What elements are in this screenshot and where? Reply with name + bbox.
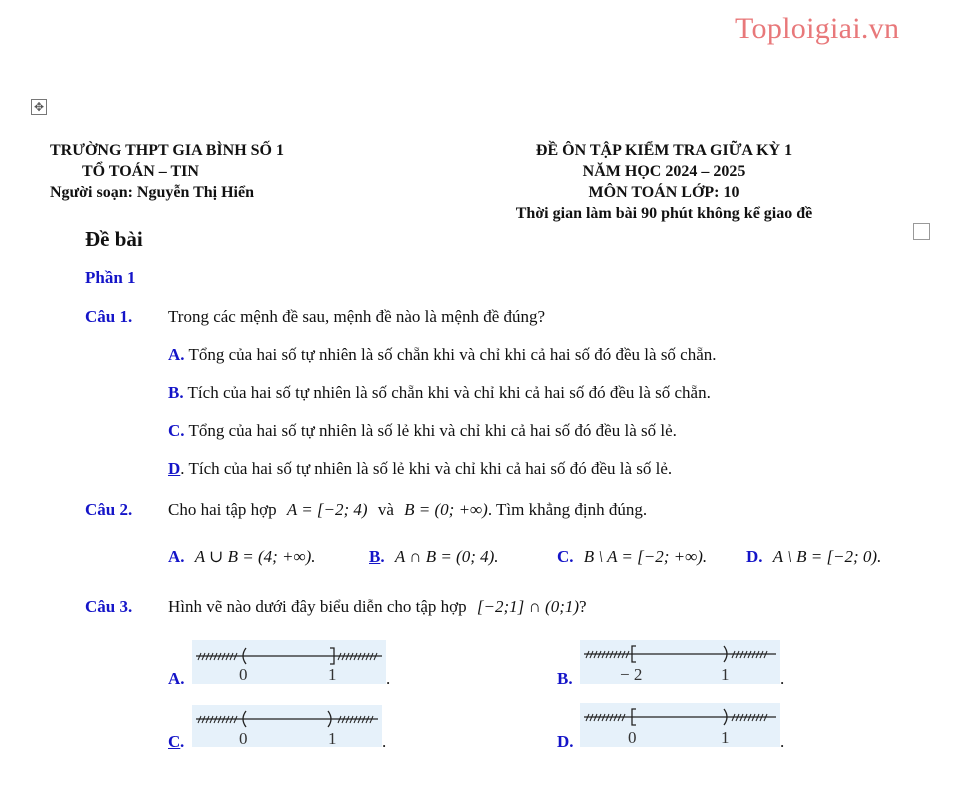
checkbox-square (913, 223, 930, 240)
header-right (490, 142, 838, 226)
option-text: Tích của hai số tự nhiên là số chẵn khi và chỉ khi cả hai số đó đều là số chẵn. (183, 383, 711, 402)
school-name: TRƯỜNG THPT GIA BÌNH SỐ 1 (50, 142, 284, 159)
watermark: Toploigiai.vn (735, 12, 900, 45)
q2-set-b: B = (0; +∞) (404, 500, 488, 519)
tick-label: 0 (239, 665, 248, 684)
q2-text (168, 497, 647, 523)
tick-label: 1 (721, 728, 730, 747)
q2-option-a[interactable] (168, 547, 316, 567)
option-letter: A. (168, 345, 185, 364)
q1-label: Câu 1. (85, 307, 133, 326)
q3-option-b-figure[interactable] (580, 640, 780, 684)
option-letter: D. (746, 547, 763, 566)
q2-option-d[interactable] (746, 547, 881, 567)
option-expr: B \ A = [−2; +∞). (583, 547, 708, 566)
option-letter: C. (557, 547, 574, 566)
option-text: Tổng của hai số tự nhiên là số lẻ khi và chỉ khi cả hai số đó đều là số lẻ. (184, 421, 677, 440)
author: Người soạn: Nguyễn Thị Hiển (50, 184, 254, 201)
q3-option-d-letter[interactable]: D. (557, 732, 574, 751)
part-heading: Phần 1 (85, 268, 136, 287)
q3-option-c-figure[interactable] (192, 705, 382, 747)
q3-option-b-letter[interactable]: B. (557, 669, 573, 688)
option-letter: B. (168, 383, 184, 402)
number-line-c (192, 705, 382, 747)
q1-option-d[interactable] (168, 459, 672, 479)
tick-label: 1 (721, 665, 730, 684)
tick-label: − 2 (620, 665, 643, 684)
q3-expr: [−2;1] ∩ (0;1) (476, 597, 580, 616)
q3-option-a-letter[interactable]: A. (168, 669, 185, 688)
option-letter: C. (168, 421, 185, 440)
q3-label: Câu 3. (85, 597, 133, 616)
time-limit: Thời gian làm bài 90 phút không kể giao đề (515, 205, 813, 222)
q1-option-b[interactable] (168, 383, 711, 403)
q2-option-c[interactable] (557, 547, 707, 567)
option-expr: A ∩ B = (0; 4). (394, 547, 499, 566)
option-letter: B (369, 547, 381, 566)
q1-text: Trong các mệnh đề sau, mệnh đề nào là mệnh đề đúng? (168, 307, 546, 326)
option-expr: A ∪ B = (4; +∞). (194, 547, 316, 566)
exam-title: ĐỀ ÔN TẬP KIỂM TRA GIỮA KỲ 1 (535, 142, 793, 159)
option-text: Tổng của hai số tự nhiên là số chẵn khi và chỉ khi cả hai số đó đều là số chẵn. (184, 345, 717, 364)
tick-label: 0 (628, 728, 637, 747)
q3-tail: ? (579, 597, 587, 616)
number-line-b (580, 640, 780, 684)
q3-intro: Hình vẽ nào dưới đây biểu diễn cho tập hợp (168, 597, 467, 616)
q2-and: và (377, 500, 394, 519)
q1-option-a[interactable] (168, 345, 717, 365)
tick-label: 0 (239, 729, 248, 747)
tick-label: 1 (328, 665, 337, 684)
q3-option-a-figure[interactable] (192, 640, 386, 684)
option-letter: D (168, 459, 181, 478)
number-line-d (580, 703, 780, 747)
q3-text (168, 597, 587, 617)
q2-intro: Cho hai tập hợp (168, 500, 277, 519)
q3-option-c-letter[interactable]: C (168, 732, 181, 751)
header-left (50, 142, 320, 205)
number-line-a (192, 640, 386, 684)
option-expr: A \ B = [−2; 0). (772, 547, 882, 566)
page-title: Đề bài (85, 227, 143, 251)
q1-option-c[interactable] (168, 421, 677, 441)
table-move-icon[interactable]: ✥ (31, 99, 47, 115)
q2-tail: . Tìm khẳng định đúng. (487, 500, 648, 519)
option-letter: A. (168, 547, 185, 566)
q2-option-b[interactable]: B. A ∩ B = (0; 4). (369, 547, 499, 566)
q2-label: Câu 2. (85, 500, 133, 519)
q3-option-d-figure[interactable] (580, 703, 780, 747)
q2-set-a: A = [−2; 4) (286, 500, 368, 519)
subject: MÔN TOÁN LỚP: 10 (588, 184, 740, 201)
option-text: . Tích của hai số tự nhiên là số lẻ khi và chỉ khi cả hai số đó đều là số lẻ. (180, 459, 673, 478)
school-year: NĂM HỌC 2024 – 2025 (582, 163, 746, 180)
tick-label: 1 (328, 729, 337, 747)
department: TỔ TOÁN – TIN (82, 163, 199, 180)
